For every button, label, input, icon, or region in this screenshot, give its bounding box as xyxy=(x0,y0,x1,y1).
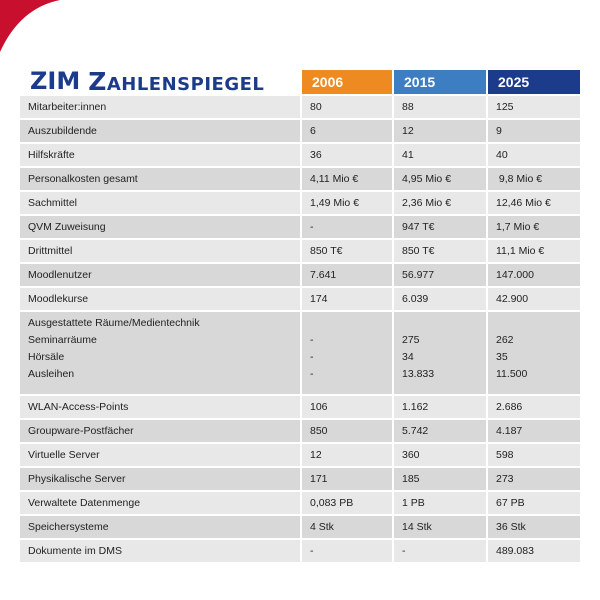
year-header-2006: 2006 xyxy=(302,70,392,94)
table-row xyxy=(20,192,580,214)
zim-logo xyxy=(30,66,264,96)
value-2015: 12 xyxy=(394,120,486,142)
table-row xyxy=(20,144,580,166)
row-label: Personalkosten gesamt xyxy=(20,168,300,190)
value-2025: 9 xyxy=(488,120,580,142)
table-row xyxy=(20,120,580,142)
value-2015: 850 T€ xyxy=(394,240,486,262)
value-2015: 4,95 Mio € xyxy=(394,168,486,190)
row-label: Sachmittel xyxy=(20,192,300,214)
zim-logo-mark: ZIM xyxy=(30,67,81,95)
value-2006: - xyxy=(310,351,314,363)
value-2015: 1 PB xyxy=(394,492,486,514)
table-row xyxy=(20,396,580,418)
value-2025: 11.500 xyxy=(496,368,528,380)
year-header-2015: 2015 xyxy=(394,70,486,94)
row-label: Mitarbeiter:innen xyxy=(20,96,300,118)
row-label: Verwaltete Datenmenge xyxy=(20,492,300,514)
value-2025: 273 xyxy=(488,468,580,490)
row-label-group xyxy=(20,312,300,394)
value-2006: - xyxy=(310,368,314,380)
value-2006: 106 xyxy=(302,396,392,418)
value-2025: 2.686 xyxy=(488,396,580,418)
table-row xyxy=(20,240,580,262)
value-2025: 9,8 Mio € xyxy=(488,168,580,190)
table-row xyxy=(20,420,580,442)
row-label: Virtuelle Server xyxy=(20,444,300,466)
red-corner-decoration xyxy=(0,0,60,60)
value-2006: 0,083 PB xyxy=(302,492,392,514)
table-row xyxy=(20,492,580,514)
year-header-2025: 2025 xyxy=(488,70,580,94)
value-2015: 88 xyxy=(394,96,486,118)
value-2006: 171 xyxy=(302,468,392,490)
value-2025: 125 xyxy=(488,96,580,118)
row-label: WLAN-Access-Points xyxy=(20,396,300,418)
value-2015: 34 xyxy=(402,351,414,363)
table-row xyxy=(20,516,580,538)
value-2015: 14 Stk xyxy=(394,516,486,538)
value-2015: 2,36 Mio € xyxy=(394,192,486,214)
row-label: Dokumente im DMS xyxy=(20,540,300,562)
row-label: Moodlekurse xyxy=(20,288,300,310)
value-2006: 174 xyxy=(302,288,392,310)
value-2015: 947 T€ xyxy=(394,216,486,238)
table-row xyxy=(20,468,580,490)
values-2025 xyxy=(488,312,580,394)
value-2015: 360 xyxy=(394,444,486,466)
row-label: Seminarräume xyxy=(28,334,97,346)
value-2015: 6.039 xyxy=(394,288,486,310)
value-2006: 850 T€ xyxy=(302,240,392,262)
value-2015: 5.742 xyxy=(394,420,486,442)
value-2006: 7.641 xyxy=(302,264,392,286)
value-2025: 11,1 Mio € xyxy=(488,240,580,262)
rooms-heading: Ausgestattete Räume/Medientechnik xyxy=(28,317,200,329)
value-2006: - xyxy=(302,216,392,238)
value-2025: 262 xyxy=(496,334,514,346)
table-row xyxy=(20,168,580,190)
table-row xyxy=(20,540,580,562)
value-2025: 4.187 xyxy=(488,420,580,442)
value-2015: 56.977 xyxy=(394,264,486,286)
row-label: Hilfskräfte xyxy=(20,144,300,166)
value-2006: 850 xyxy=(302,420,392,442)
value-2015: - xyxy=(394,540,486,562)
row-label: QVM Zuweisung xyxy=(20,216,300,238)
value-2025: 67 PB xyxy=(488,492,580,514)
table-row xyxy=(20,216,580,238)
row-label: Physikalische Server xyxy=(20,468,300,490)
table-row xyxy=(20,264,580,286)
row-label: Ausleihen xyxy=(28,368,75,380)
row-label: Drittmittel xyxy=(20,240,300,262)
value-2006: - xyxy=(302,540,392,562)
row-label: Groupware-Postfächer xyxy=(20,420,300,442)
value-2025: 36 Stk xyxy=(488,516,580,538)
value-2006: 80 xyxy=(302,96,392,118)
value-2015: 13.833 xyxy=(402,368,435,380)
row-label: Speichersysteme xyxy=(20,516,300,538)
value-2015: 275 xyxy=(402,334,420,346)
value-2025: 1,7 Mio € xyxy=(488,216,580,238)
value-2006: 6 xyxy=(302,120,392,142)
table-row xyxy=(20,96,580,118)
value-2025: 42.900 xyxy=(488,288,580,310)
value-2015: 1.162 xyxy=(394,396,486,418)
value-2025: 40 xyxy=(488,144,580,166)
value-2025: 489.083 xyxy=(488,540,580,562)
statistics-table xyxy=(20,96,580,564)
value-2006: - xyxy=(310,334,314,346)
value-2015: 185 xyxy=(394,468,486,490)
row-label: Auszubildende xyxy=(20,120,300,142)
row-label: Moodlenutzer xyxy=(20,264,300,286)
value-2025: 12,46 Mio € xyxy=(488,192,580,214)
table-header xyxy=(20,66,580,96)
row-label: Hörsäle xyxy=(28,351,65,363)
value-2025: 147.000 xyxy=(488,264,580,286)
table-row xyxy=(20,288,580,310)
value-2006: 4,11 Mio € xyxy=(302,168,392,190)
table-row xyxy=(20,444,580,466)
value-2015: 41 xyxy=(394,144,486,166)
table-row-rooms xyxy=(20,312,580,394)
value-2006: 4 Stk xyxy=(302,516,392,538)
value-2025: 35 xyxy=(496,351,508,363)
page-title: Zahlenspiegel xyxy=(88,66,265,96)
values-2006 xyxy=(302,312,392,394)
value-2006: 36 xyxy=(302,144,392,166)
value-2025: 598 xyxy=(488,444,580,466)
values-2015 xyxy=(394,312,486,394)
value-2006: 1,49 Mio € xyxy=(302,192,392,214)
value-2006: 12 xyxy=(302,444,392,466)
